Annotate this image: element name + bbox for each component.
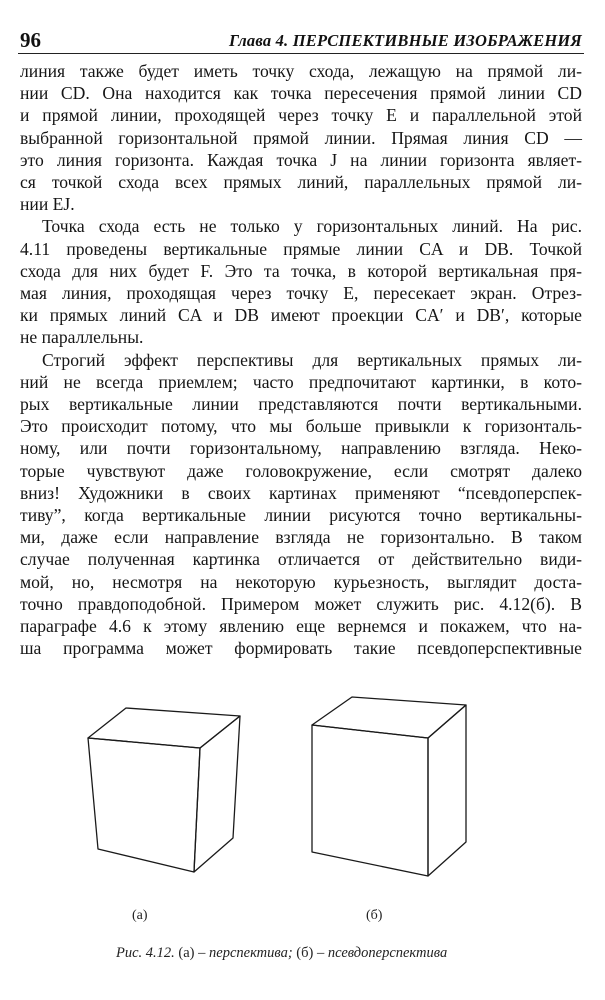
figure-label-b: (б) — [366, 908, 383, 923]
text-line: торые чувствуют даже головокружение, если смотрят далеко — [20, 460, 582, 481]
text-line: тиву”, когда вертикальные линии рисуются точно вертикальны- — [20, 505, 582, 526]
cube-b-side-face — [428, 705, 466, 876]
caption-prefix: Рис. 4.12. — [116, 945, 175, 961]
text-line: мой, но, несмотря на некоторую курьезность, выглядит доста- — [20, 571, 582, 592]
text-line: ки прямых линий CA и DB имеют проекции CA′ и DB′, которые — [20, 305, 582, 326]
text-line: случае полученная картинка отличается от действительно види- — [20, 549, 582, 570]
figure-label-a: (а) — [132, 908, 148, 923]
text-line: ми, даже если направление взгляда не горизонтально. В таком — [20, 527, 582, 548]
figure-caption — [116, 945, 447, 962]
text-line: линия также будет иметь точку схода, лежащую на прямой ли- — [20, 61, 582, 81]
text-line: точно правдоподобной. Примером может служить рис. 4.12(б). В — [20, 593, 582, 614]
caption-a-text: – перспектива; — [194, 945, 297, 961]
text-line: ному, или почти горизонтальному, направлению взгляда. Неко- — [20, 438, 582, 459]
cube-a-top-face — [88, 708, 240, 748]
text-line: схода для них будет F. Это та точка, в которой вертикальная пря- — [20, 260, 582, 281]
text-line: ся точкой схода всех прямых линий, параллельных прямой ли- — [20, 172, 582, 193]
paragraph-1 — [20, 60, 582, 215]
cube-a-front-face — [88, 738, 200, 872]
text-line: 4.11 проведены вертикальные прямые линии CA и DB. Точкой — [20, 238, 582, 259]
paragraph-3 — [20, 349, 582, 660]
text-line: выбранной горизонтальной прямой линии. Прямая линия CD — — [20, 127, 582, 148]
cube-pseudoperspective — [312, 697, 466, 876]
body-text — [20, 60, 582, 659]
text-line: параграфе 4.6 к этому явлению еще вернемся и покажем, что на- — [20, 616, 582, 637]
text-line: Точка схода есть не только у горизонтальных линий. На рис. — [42, 216, 582, 237]
caption-b-text: – псевдоперспектива — [313, 945, 448, 961]
header-rule — [18, 53, 584, 54]
figure-4-12 — [60, 696, 580, 936]
text-line: и прямой линии, проходящей через точку E и параллельной этой — [20, 105, 582, 126]
text-line: Строгий эффект перспективы для вертикальных прямых ли- — [42, 349, 582, 370]
page-number: 96 — [20, 28, 41, 52]
text-line: мая линия, проходящая через точку E, пересекает экран. Отрез- — [20, 283, 582, 304]
caption-b-mark: (б) — [296, 945, 314, 961]
cube-b-top-face — [312, 697, 466, 738]
text-line: это линия горизонта. Каждая точка J на линии горизонта являет- — [20, 149, 582, 170]
text-line: нии CD. Она находится как точка пересечения прямой линии CD — [20, 83, 582, 104]
page-header — [20, 26, 582, 56]
text-line: Это происходит потому, что мы больше привыкли к горизонталь- — [20, 416, 582, 437]
text-line: не параллельны. — [20, 327, 144, 348]
cube-drawings — [60, 696, 580, 936]
cube-a-side-face — [194, 716, 240, 872]
text-line: ша программа может формировать такие псевдоперспективные — [20, 638, 582, 659]
running-title: Глава 4. ПЕРСПЕКТИВНЫЕ ИЗОБРАЖЕНИЯ — [228, 31, 582, 50]
cube-perspective — [88, 708, 240, 872]
caption-a-mark: (а) — [178, 945, 195, 961]
paragraph-2 — [20, 215, 582, 348]
cube-b-front-face — [312, 725, 428, 876]
text-line: вниз! Художники в своих картинах применяют “псевдоперспек- — [20, 482, 582, 503]
text-line: нии EJ. — [20, 194, 75, 215]
text-line: ний не всегда приемлем; часто предпочитают картинки, в кото- — [20, 371, 582, 392]
text-line: рых вертикальные линии представляются почти вертикальными. — [20, 394, 582, 415]
